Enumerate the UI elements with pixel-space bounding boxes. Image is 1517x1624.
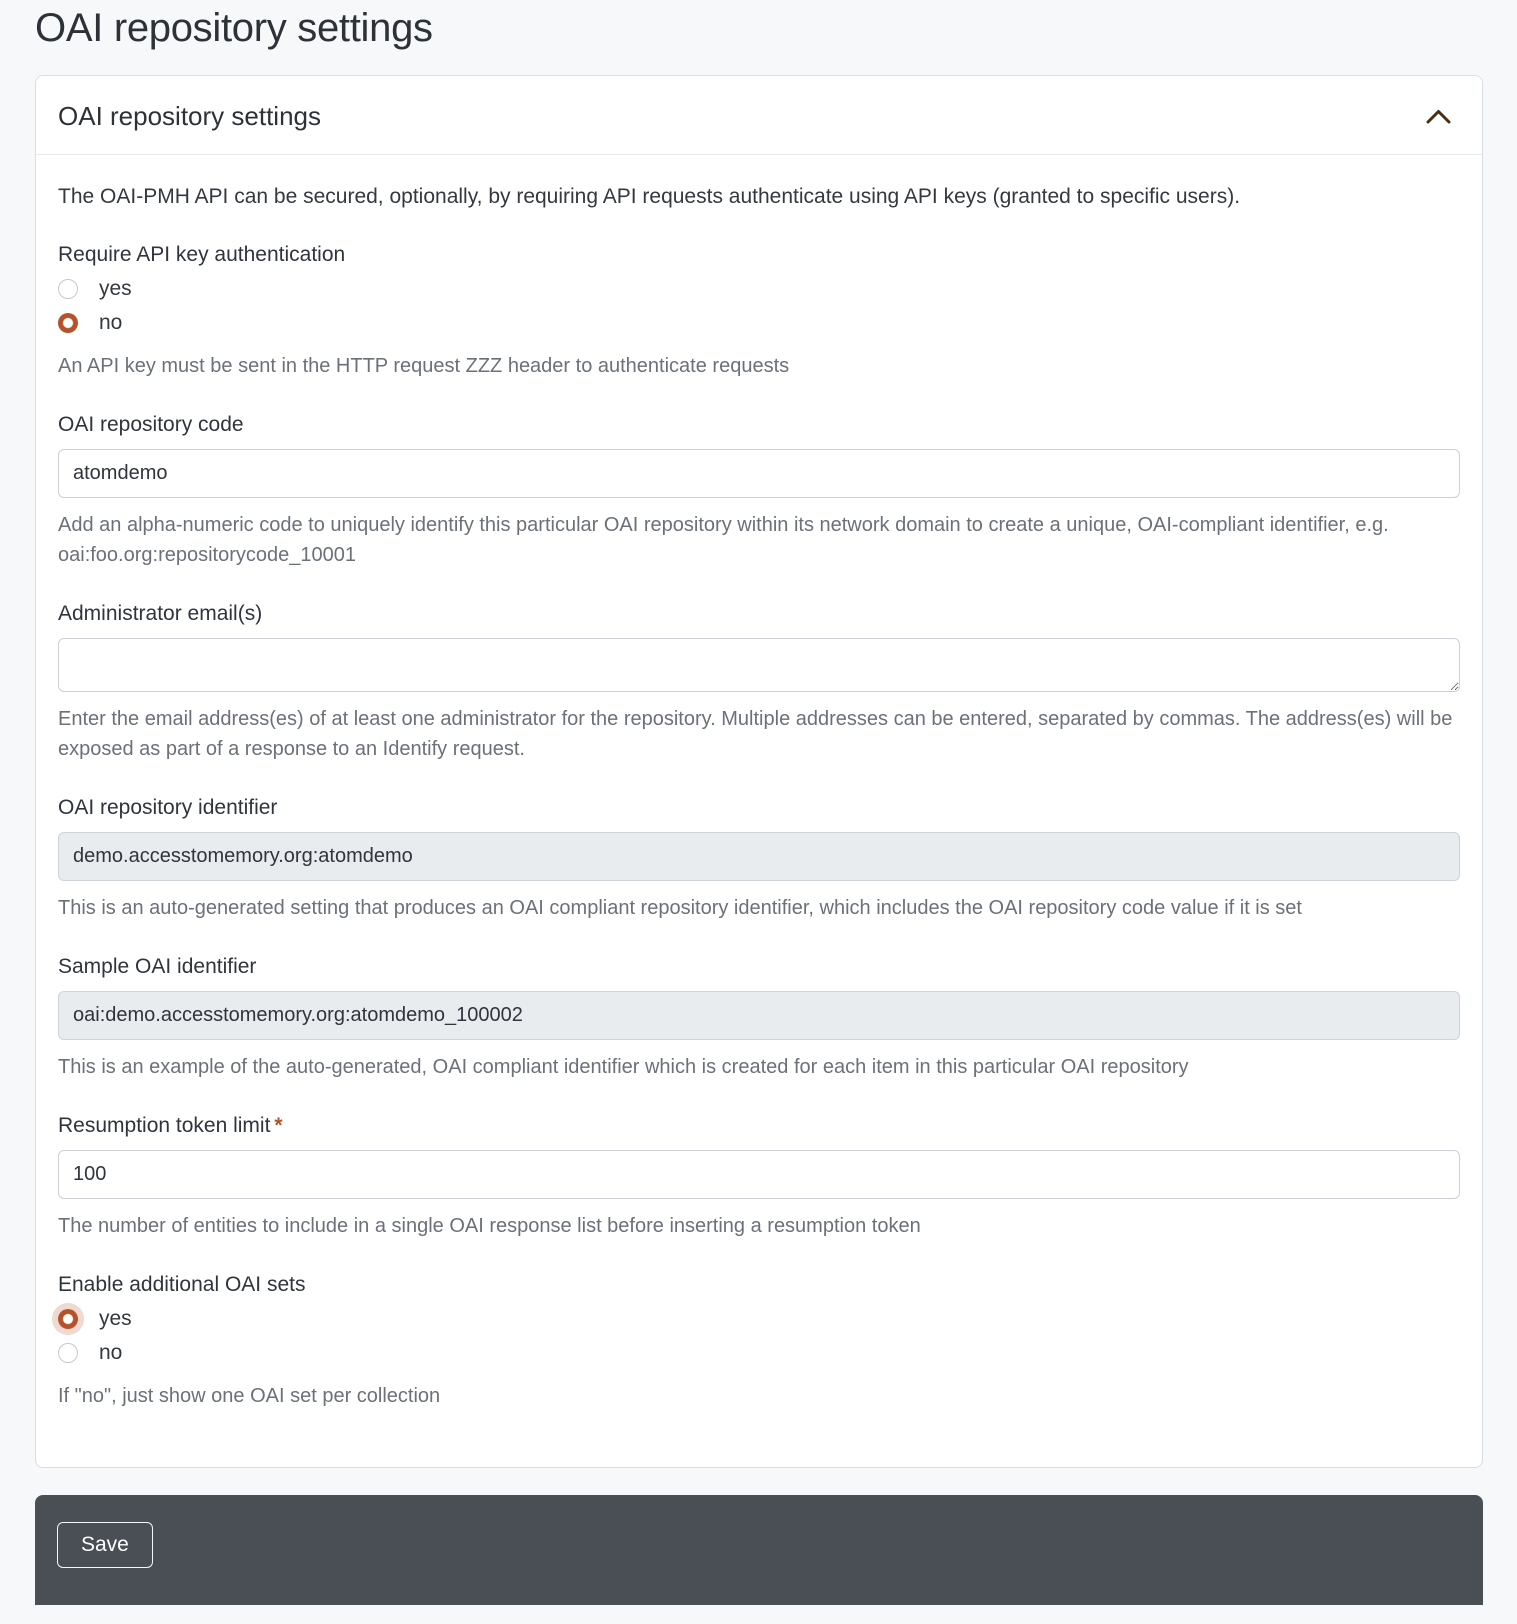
field-label: OAI repository code bbox=[58, 413, 244, 437]
radio-no-label[interactable]: no bbox=[99, 311, 123, 335]
field-repository-identifier bbox=[58, 796, 1460, 923]
radio-option-yes bbox=[58, 277, 1460, 301]
field-admin-emails bbox=[58, 602, 1460, 764]
radio-yes[interactable] bbox=[58, 1309, 78, 1329]
field-label: Administrator email(s) bbox=[58, 602, 263, 626]
field-api-key-auth bbox=[58, 243, 1460, 381]
repository-code-input[interactable] bbox=[58, 449, 1460, 498]
panel-body bbox=[36, 155, 1482, 1467]
field-help: This is an auto-generated setting that produces an OAI compliant repository identifier, which includes the OAI repository code value if it is set bbox=[58, 897, 1302, 920]
field-repository-code bbox=[58, 413, 1460, 570]
radio-group-api-key-auth bbox=[58, 277, 1460, 335]
oai-settings-panel bbox=[35, 75, 1483, 1468]
radio-no[interactable] bbox=[58, 1343, 78, 1363]
field-label-text: Resumption token limit bbox=[58, 1114, 271, 1138]
radio-no[interactable] bbox=[58, 313, 78, 333]
repository-identifier-input bbox=[58, 832, 1460, 881]
save-button[interactable]: Save bbox=[57, 1522, 153, 1568]
radio-yes-label[interactable]: yes bbox=[99, 277, 132, 301]
field-label: OAI repository identifier bbox=[58, 796, 278, 820]
action-bar bbox=[35, 1495, 1483, 1605]
field-help: Add an alpha-numeric code to uniquely identify this particular OAI repository within its network domain to create a unique, OAI-compliant identifier, e.g. oai:foo.org:repositorycode_10001 bbox=[58, 514, 1389, 567]
sample-identifier-input bbox=[58, 991, 1460, 1040]
admin-emails-textarea[interactable] bbox=[58, 638, 1460, 692]
page-title: OAI repository settings bbox=[35, 6, 433, 50]
field-label: Sample OAI identifier bbox=[58, 955, 257, 979]
field-sample-identifier bbox=[58, 955, 1460, 1082]
field-label: Require API key authentication bbox=[58, 243, 346, 267]
field-additional-oai-sets bbox=[58, 1273, 1460, 1411]
field-help: This is an example of the auto-generated, OAI compliant identifier which is created for each item in this particular OAI repository bbox=[58, 1056, 1189, 1079]
panel-intro: The OAI-PMH API can be secured, optionally, by requiring API requests authenticate using API keys (granted to specific users). bbox=[58, 185, 1241, 208]
radio-option-no bbox=[58, 311, 1460, 335]
field-help: If "no", just show one OAI set per collection bbox=[58, 1385, 441, 1408]
radio-option-no bbox=[58, 1341, 1460, 1365]
required-indicator: * bbox=[274, 1114, 283, 1138]
chevron-up-icon bbox=[1425, 113, 1452, 128]
radio-yes[interactable] bbox=[58, 279, 78, 299]
field-help: Enter the email address(es) of at least one administrator for the repository. Multiple addresses can be entered, separated by commas. The address(es) will be exposed as part of a response to an Identify request. bbox=[58, 708, 1453, 761]
field-resumption-token-limit bbox=[58, 1114, 1460, 1241]
field-help: The number of entities to include in a single OAI response list before inserting a resumption token bbox=[58, 1215, 921, 1238]
field-label bbox=[58, 1114, 1460, 1138]
radio-group-additional-oai-sets bbox=[58, 1307, 1460, 1365]
collapse-toggle-button[interactable] bbox=[1421, 104, 1456, 129]
field-label: Enable additional OAI sets bbox=[58, 1273, 306, 1297]
resumption-token-limit-input[interactable] bbox=[58, 1150, 1460, 1199]
panel-title: OAI repository settings bbox=[58, 101, 321, 131]
radio-no-label[interactable]: no bbox=[99, 1341, 123, 1365]
radio-yes-label[interactable]: yes bbox=[99, 1307, 132, 1331]
field-help: An API key must be sent in the HTTP request ZZZ header to authenticate requests bbox=[58, 355, 790, 378]
panel-header bbox=[36, 76, 1482, 155]
radio-option-yes bbox=[58, 1307, 1460, 1331]
